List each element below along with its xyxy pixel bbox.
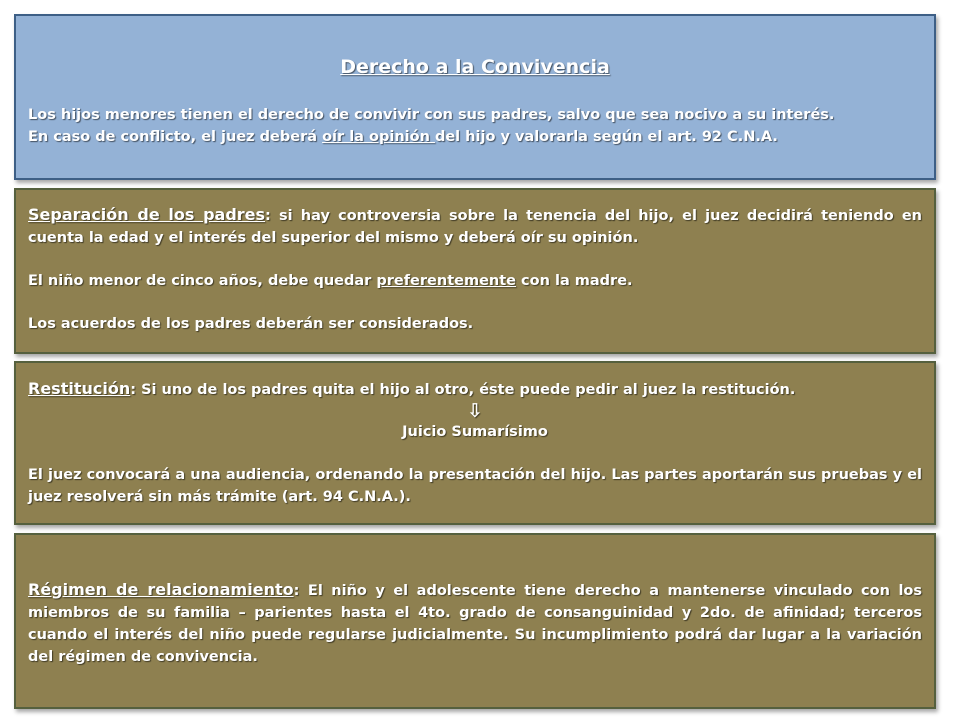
juicio-sumarisimo-label: Juicio Sumarísimo	[402, 424, 548, 440]
separacion-paragraph-3: Los acuerdos de los padres deberán ser considerados.	[28, 316, 474, 332]
restitucion-paragraph-2-pre: El juez convocará a una	[28, 467, 226, 483]
regimen-box	[14, 533, 936, 709]
restitucion-paragraph-2-emphasis: audiencia	[225, 467, 305, 483]
regimen-heading: Régimen de relacionamiento	[28, 580, 294, 599]
restitucion-paragraph-2-post: , ordenando la presentación del hijo. Las partes aportarán sus pruebas y el juez resolverá sin más trámite (art. 94 C.N.A.).	[28, 467, 922, 505]
separacion-paragraph-1-text: : si hay controversia sobre la tenencia del hijo, el juez decidirá teniendo en cuenta la edad y el interés del superior del mismo y deberá oír su opinión.	[28, 208, 922, 246]
convivencia-box	[14, 14, 936, 180]
separacion-paragraph-2	[28, 270, 922, 292]
convivencia-line-2-pre: En caso de conflicto, el juez deberá	[28, 129, 323, 145]
restitucion-paragraph-1	[28, 378, 922, 401]
convivencia-line-1	[28, 104, 922, 126]
restitucion-box	[14, 361, 936, 525]
down-arrow-icon: ⇩	[467, 400, 483, 422]
restitucion-heading: Restitución	[28, 379, 131, 398]
separacion-paragraph-2-post: con la madre.	[516, 273, 633, 289]
convivencia-line-2	[28, 126, 922, 148]
separacion-paragraph-2-underlined: preferentemente	[376, 273, 516, 289]
convivencia-title: Derecho a la Convivencia	[340, 56, 610, 78]
convivencia-line-1-text: Los hijos menores tienen el derecho de convivir con sus padres, salvo que sea nocivo a su interés.	[28, 107, 835, 123]
separacion-paragraph-1	[28, 204, 922, 249]
separacion-heading: Separación de los padres	[28, 205, 266, 224]
restitucion-paragraph-1-text: : Si uno de los padres quita el hijo al otro, éste puede pedir al juez la restitución.	[130, 382, 796, 398]
separacion-paragraph-2-pre: El niño menor de cinco años, debe quedar	[28, 273, 377, 289]
separacion-box	[14, 188, 936, 354]
regimen-paragraph-text: : El niño y el adolescente tiene derecho a mantenerse vinculado con los miembros de su familia – parientes hasta el 4to. grado de consanguinidad y 2do. de afinidad; terceros cuando el interés del niño puede regularse judicialmente. Su incumplimiento podrá dar lugar a la variación del régimen de convivencia.	[28, 583, 923, 665]
restitucion-paragraph-2	[28, 464, 922, 508]
convivencia-line-2-post: del hijo y valorarla según el art. 92 C.N.A.	[434, 129, 778, 145]
regimen-paragraph	[28, 579, 922, 668]
convivencia-line-2-underlined: oír la opinión	[322, 129, 435, 145]
